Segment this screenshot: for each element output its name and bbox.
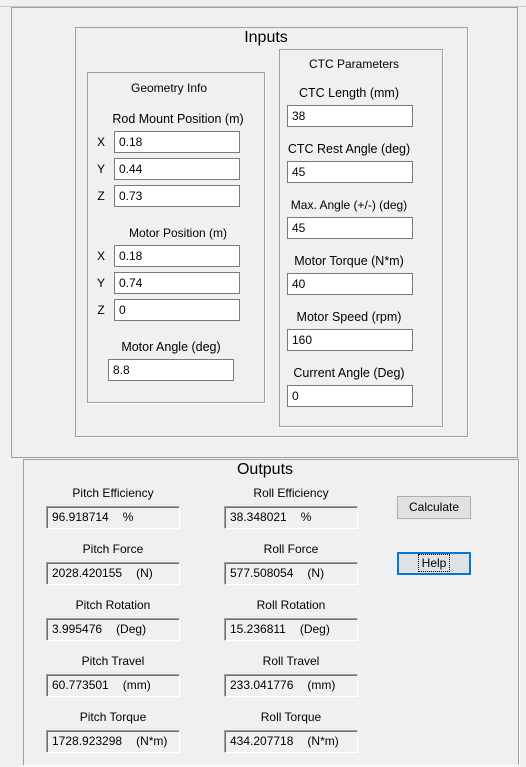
motor-position-label: Motor Position (m) (128, 226, 228, 240)
help-button-label: Help (421, 556, 447, 570)
ctc-rest-angle-input[interactable] (287, 161, 413, 183)
pitch-force-label: Pitch Force (82, 542, 144, 556)
roll-efficiency-label: Roll Efficiency (253, 486, 329, 500)
rod-x-label: X (96, 135, 105, 149)
motor-position-x-input[interactable] (114, 245, 240, 267)
ctc-length-label: CTC Length (mm) (298, 86, 400, 100)
roll-travel-output: 233.041776 (mm) (224, 674, 358, 697)
pitch-efficiency-label: Pitch Efficiency (72, 486, 154, 500)
roll-torque-output: 434.207718 (N*m) (224, 730, 358, 753)
rod-mount-x-input[interactable] (114, 131, 240, 153)
rod-z-label: Z (97, 189, 105, 203)
motor-speed-label: Motor Speed (rpm) (296, 310, 402, 324)
help-button[interactable] (397, 552, 471, 575)
ctc-rest-angle-label: CTC Rest Angle (deg) (287, 142, 411, 156)
rod-mount-y-input[interactable] (114, 158, 240, 180)
ctc-parameters-title: CTC Parameters (308, 57, 400, 71)
motor-y-label: Y (96, 276, 105, 290)
motor-position-y-input[interactable] (114, 272, 240, 294)
motor-angle-label: Motor Angle (deg) (121, 340, 221, 354)
ctc-length-input[interactable] (287, 105, 413, 127)
roll-rotation-label: Roll Rotation (256, 598, 326, 612)
roll-torque-label: Roll Torque (260, 710, 322, 724)
rod-mount-z-input[interactable] (114, 185, 240, 207)
pitch-travel-output: 60.773501 (mm) (46, 674, 180, 697)
motor-x-label: X (96, 249, 105, 263)
outputs-title: Outputs (233, 461, 297, 479)
motor-torque-input[interactable] (287, 273, 413, 295)
pitch-travel-label: Pitch Travel (81, 654, 145, 668)
motor-speed-input[interactable] (287, 329, 413, 351)
motor-torque-label: Motor Torque (N*m) (294, 254, 404, 268)
max-angle-label: Max. Angle (+/-) (deg) (290, 198, 408, 212)
roll-force-output: 577.508054 (N) (224, 562, 358, 585)
roll-rotation-output: 15.236811 (Deg) (224, 618, 358, 641)
current-angle-input[interactable] (287, 385, 413, 407)
roll-efficiency-output: 38.348021 % (224, 506, 358, 529)
calculate-button-label: Calculate (408, 500, 460, 514)
inputs-title: Inputs (238, 29, 294, 47)
roll-travel-label: Roll Travel (262, 654, 320, 668)
motor-position-z-input[interactable] (114, 299, 240, 321)
geometry-title: Geometry Info (130, 81, 208, 95)
pitch-torque-output: 1728.923298 (N*m) (46, 730, 180, 753)
motor-angle-input[interactable] (108, 359, 234, 381)
pitch-force-output: 2028.420155 (N) (46, 562, 180, 585)
roll-force-label: Roll Force (263, 542, 319, 556)
motor-z-label: Z (97, 303, 105, 317)
calculate-button[interactable] (397, 496, 471, 519)
pitch-torque-label: Pitch Torque (79, 710, 147, 724)
pitch-rotation-label: Pitch Rotation (75, 598, 151, 612)
rod-y-label: Y (96, 162, 105, 176)
rod-mount-label: Rod Mount Position (m) (112, 112, 244, 126)
max-angle-input[interactable] (287, 217, 413, 239)
pitch-rotation-output: 3.995476 (Deg) (46, 618, 180, 641)
pitch-efficiency-output: 96.918714 % (46, 506, 180, 529)
current-angle-label: Current Angle (Deg) (293, 366, 405, 380)
